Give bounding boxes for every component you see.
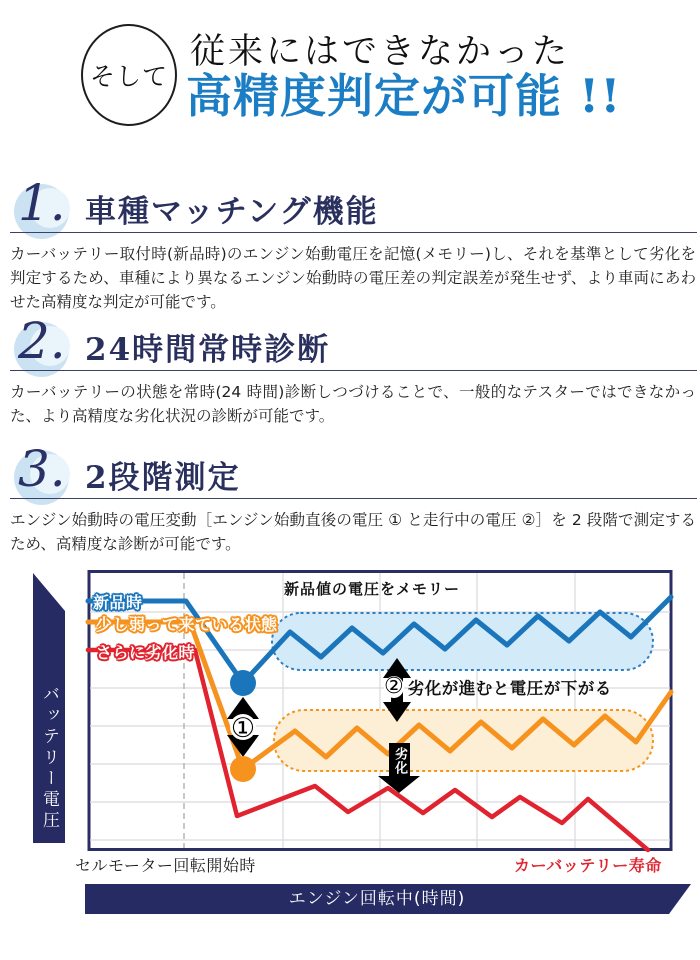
weakened-start-dot <box>230 756 256 782</box>
intro-badge-label: そして <box>89 62 168 91</box>
x-end-label: カーバッテリー寿命 <box>514 856 662 875</box>
battery-voltage-chart <box>0 565 700 960</box>
step1-circled-number: ① <box>230 713 256 744</box>
x-start-label: セルモーター回転開始時 <box>75 856 256 875</box>
step2-annotation <box>384 675 612 699</box>
x-axis-label: エンジン回転中(時間) <box>288 889 466 909</box>
section-body: エンジン始動時の電圧変動［エンジン始動直後の電圧 ① と走行中の電圧 ②］を 2 段階で測定するため、高精度な診断が可能です。 <box>10 511 696 554</box>
legend-degraded: さらに劣化時 <box>96 643 196 662</box>
legend-new: 新品時 <box>93 593 143 612</box>
section-number-text: 3. <box>18 440 66 498</box>
headline-top: 従来にはできなかった <box>190 32 571 72</box>
section-divider <box>10 370 697 371</box>
section-title: 2段階測定 <box>85 460 241 496</box>
step2-annotation-text: 劣化が進むと電圧が下がる <box>407 679 612 698</box>
new-start-dot <box>230 670 256 696</box>
section-body: カーバッテリー取付時(新品時)のエンジン始動電圧を記憶(メモリー)し、それを基準として劣化を判定するため、車種により異なるエンジン始動時の電圧差の判定誤差が発生せず、より車両にあわせた高精度な判定が可能です。 <box>10 245 696 312</box>
section-number-text: 1. <box>18 174 66 232</box>
intro-badge <box>81 24 177 126</box>
section-body: カーバッテリーの状態を常時(24 時間)診断しつづけることで、一般的なテスターではできなかった、より高精度な劣化状況の診断が可能です。 <box>10 383 696 426</box>
section-number-text: 2. <box>18 312 66 370</box>
legend-weakened: 少し弱って来ている状態 <box>96 615 278 634</box>
section-divider <box>10 232 697 233</box>
memory-annotation: 新品値の電圧をメモリー <box>284 580 461 598</box>
step2-circled-number: ② <box>384 674 404 699</box>
degrade-label: 劣化 <box>389 743 410 778</box>
y-axis-label: バッテリー電圧 <box>39 684 59 832</box>
section-title: 24時間常時診断 <box>85 332 331 368</box>
section-divider <box>10 498 697 499</box>
section-title: 車種マッチング機能 <box>85 194 379 230</box>
headline-main: 高精度判定が可能 !! <box>186 69 622 123</box>
new-value-zone <box>272 613 653 670</box>
